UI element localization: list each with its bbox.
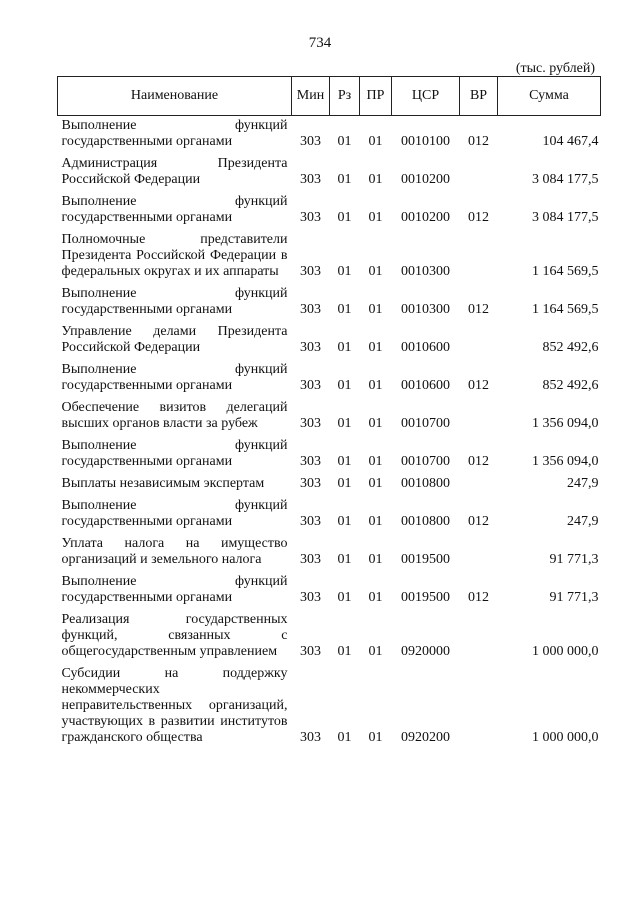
cell-pr: 01 (368, 134, 383, 149)
cell-vr (460, 534, 498, 572)
cell-min: 303 (300, 476, 321, 491)
cell-sum: 91 771,3 (549, 590, 599, 605)
cell-min: 303 (300, 416, 321, 431)
table-row (58, 398, 601, 436)
cell-csr: 0010100 (401, 134, 450, 149)
cell-name: Выплаты независимым экспертам (61, 476, 265, 491)
cell-rz: 01 (337, 730, 352, 745)
cell-rz: 01 (337, 340, 352, 355)
cell-csr: 0019500 (401, 590, 450, 605)
cell-rz: 01 (337, 514, 352, 529)
cell-name: Обеспечение визитов делегаций высших органов власти за рубеж (61, 400, 288, 431)
cell-csr: 0010700 (401, 416, 450, 431)
cell-csr: 0010200 (401, 210, 450, 225)
cell-csr: 0010700 (401, 454, 450, 469)
cell-pr: 01 (368, 476, 383, 491)
cell-pr: 01 (368, 514, 383, 529)
cell-min: 303 (300, 340, 321, 355)
cell-min: 303 (300, 378, 321, 393)
cell-rz: 01 (337, 134, 352, 149)
cell-sum: 3 084 177,5 (532, 172, 599, 187)
cell-vr: 012 (468, 134, 489, 149)
cell-csr: 0010200 (401, 172, 450, 187)
cell-csr: 0920200 (401, 730, 450, 745)
cell-name: Выполнение функций государственными органами (61, 286, 288, 317)
table-row (58, 116, 601, 155)
cell-vr (460, 154, 498, 192)
cell-name: Выполнение функций государственными органами (61, 118, 288, 149)
cell-sum: 852 492,6 (542, 340, 599, 355)
cell-csr: 0010800 (401, 514, 450, 529)
cell-sum: 852 492,6 (542, 378, 599, 393)
cell-sum: 1 164 569,5 (532, 302, 599, 317)
cell-sum: 1 356 094,0 (532, 416, 599, 431)
cell-vr (460, 230, 498, 284)
cell-pr: 01 (368, 302, 383, 317)
header-min: Мин (292, 77, 330, 116)
cell-rz: 01 (337, 552, 352, 567)
cell-sum: 3 084 177,5 (532, 210, 599, 225)
cell-name: Уплата налога на имущество организаций и земельного налога (61, 536, 288, 567)
cell-csr: 0010600 (401, 378, 450, 393)
units-label: (тыс. рублей) (515, 61, 595, 76)
cell-csr: 0019500 (401, 552, 450, 567)
cell-min: 303 (300, 552, 321, 567)
cell-name: Выполнение функций государственными органами (61, 438, 288, 469)
cell-min: 303 (300, 514, 321, 529)
cell-min: 303 (300, 134, 321, 149)
cell-pr: 01 (368, 172, 383, 187)
cell-name: Администрация Президента Российской Федерации (61, 156, 288, 187)
cell-name: Выполнение функций государственными органами (61, 362, 288, 393)
cell-name: Полномочные представители Президента Российской Федерации в федеральных округах и их аппараты (61, 232, 288, 279)
table-row (58, 610, 601, 664)
header-pr: ПР (360, 77, 392, 116)
cell-min: 303 (300, 210, 321, 225)
cell-min: 303 (300, 644, 321, 659)
cell-min: 303 (300, 302, 321, 317)
cell-csr: 0010800 (401, 476, 450, 491)
cell-rz: 01 (337, 264, 352, 279)
header-rz: Рз (330, 77, 360, 116)
cell-rz: 01 (337, 378, 352, 393)
cell-rz: 01 (337, 454, 352, 469)
cell-name: Субсидии на поддержку некоммерческих неправительственных организаций, участвующих в развитии институтов гражданского общества (61, 666, 288, 745)
table-row (58, 534, 601, 572)
cell-rz: 01 (337, 416, 352, 431)
cell-min: 303 (300, 454, 321, 469)
header-csr: ЦСР (392, 77, 460, 116)
table-body (58, 116, 601, 751)
header-vr: ВР (460, 77, 498, 116)
cell-csr: 0920000 (401, 644, 450, 659)
header-sum: Сумма (498, 77, 601, 116)
table-row (58, 496, 601, 534)
cell-pr: 01 (368, 416, 383, 431)
cell-vr (460, 474, 498, 496)
table-row (58, 322, 601, 360)
cell-min: 303 (300, 172, 321, 187)
cell-sum: 104 467,4 (542, 134, 599, 149)
cell-vr: 012 (468, 210, 489, 225)
cell-sum: 91 771,3 (549, 552, 599, 567)
cell-pr: 01 (368, 552, 383, 567)
table-row (58, 284, 601, 322)
cell-vr (460, 610, 498, 664)
cell-pr: 01 (368, 590, 383, 605)
cell-pr: 01 (368, 210, 383, 225)
cell-sum: 247,9 (567, 514, 599, 529)
cell-vr: 012 (468, 514, 489, 529)
table-row (58, 572, 601, 610)
cell-vr: 012 (468, 590, 489, 605)
cell-sum: 1 164 569,5 (532, 264, 599, 279)
cell-pr: 01 (368, 340, 383, 355)
page-number: 734 (308, 35, 332, 51)
cell-csr: 0010300 (401, 264, 450, 279)
cell-rz: 01 (337, 302, 352, 317)
cell-rz: 01 (337, 590, 352, 605)
table-row (58, 360, 601, 398)
cell-vr (460, 322, 498, 360)
cell-vr: 012 (468, 454, 489, 469)
table-row (58, 474, 601, 496)
cell-name: Выполнение функций государственными органами (61, 498, 288, 529)
table-row (58, 192, 601, 230)
cell-sum: 1 000 000,0 (532, 644, 599, 659)
header-name: Наименование (58, 77, 292, 116)
budget-table (57, 76, 601, 750)
cell-vr: 012 (468, 302, 489, 317)
cell-name: Выполнение функций государственными органами (61, 574, 288, 605)
cell-sum: 1 000 000,0 (532, 730, 599, 745)
table-header-row (58, 77, 601, 116)
cell-sum: 247,9 (567, 476, 599, 491)
cell-rz: 01 (337, 476, 352, 491)
cell-name: Выполнение функций государственными органами (61, 194, 288, 225)
cell-vr: 012 (468, 378, 489, 393)
cell-name: Управление делами Президента Российской Федерации (61, 324, 288, 355)
cell-pr: 01 (368, 644, 383, 659)
cell-vr (460, 664, 498, 750)
cell-pr: 01 (368, 378, 383, 393)
table-row (58, 664, 601, 750)
cell-vr (460, 398, 498, 436)
cell-csr: 0010600 (401, 340, 450, 355)
cell-rz: 01 (337, 172, 352, 187)
cell-min: 303 (300, 730, 321, 745)
cell-min: 303 (300, 590, 321, 605)
cell-pr: 01 (368, 730, 383, 745)
cell-pr: 01 (368, 264, 383, 279)
table-row (58, 436, 601, 474)
cell-min: 303 (300, 264, 321, 279)
cell-sum: 1 356 094,0 (532, 454, 599, 469)
cell-pr: 01 (368, 454, 383, 469)
cell-csr: 0010300 (401, 302, 450, 317)
cell-rz: 01 (337, 644, 352, 659)
cell-rz: 01 (337, 210, 352, 225)
table-row (58, 154, 601, 192)
table-row (58, 230, 601, 284)
cell-name: Реализация государственных функций, связанных с общегосударственным управлением (61, 612, 288, 659)
